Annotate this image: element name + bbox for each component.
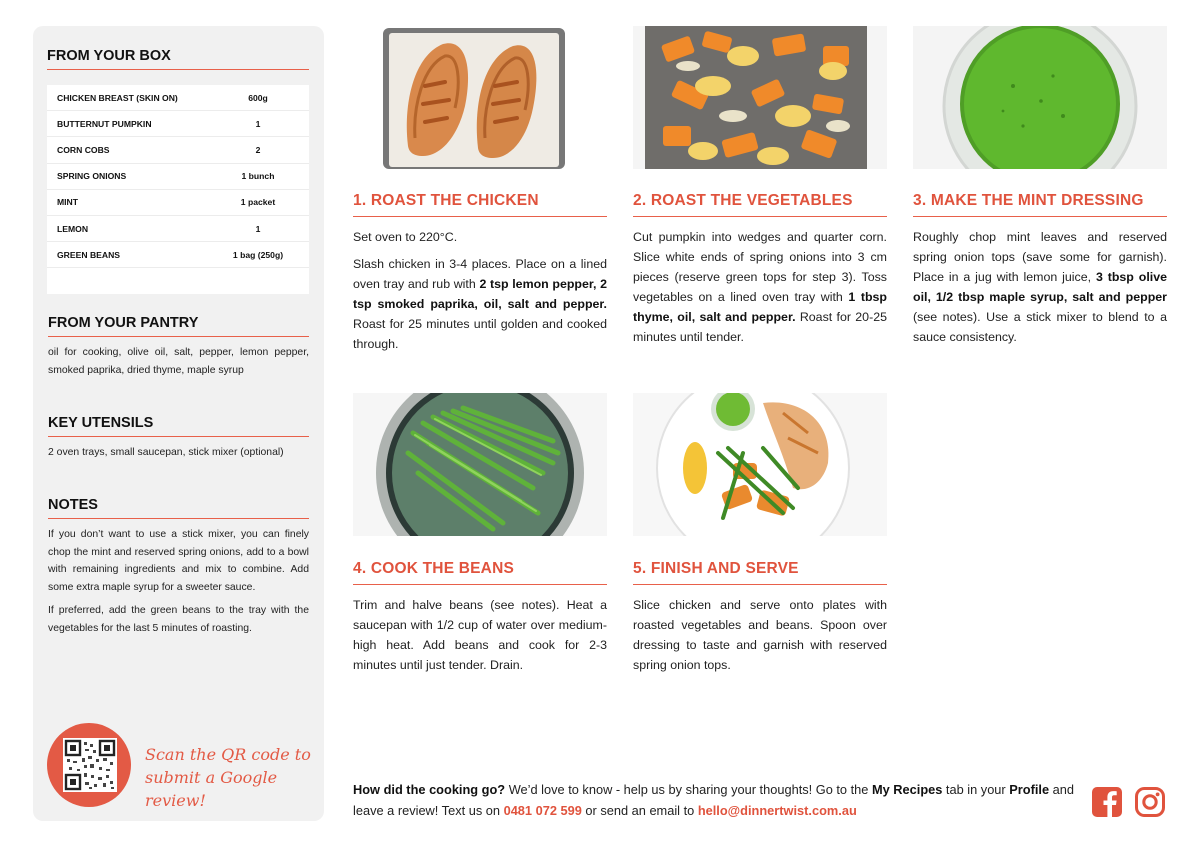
email-link[interactable]: hello@dinnertwist.com.au	[697, 803, 857, 818]
step-title: 3. MAKE THE MINT DRESSING	[913, 192, 1167, 217]
footer-text: or send an email to	[581, 803, 698, 818]
facebook-icon[interactable]	[1091, 786, 1123, 818]
step-text: Slash chicken in 3-4 places. Place on a lined oven tray and rub with	[353, 257, 607, 291]
step-finish-serve	[633, 560, 887, 675]
step-body	[913, 227, 1167, 347]
step-body	[353, 595, 607, 675]
step-paragraph	[633, 227, 887, 347]
qr-code-icon[interactable]	[63, 738, 117, 792]
step-body	[633, 227, 887, 347]
step-text: Roughly chop mint leaves and reserved spring onion tops (save some for garnish). Place in a jug with lemon juice,	[913, 230, 1167, 284]
ingredient-qty: 600g	[248, 92, 268, 103]
profile-link[interactable]: Profile	[1009, 782, 1050, 797]
step-text: Roast for 20-25 minutes until tender.	[633, 310, 887, 344]
step-body	[633, 595, 887, 675]
step-body	[353, 227, 607, 354]
ingredient-qty: 1	[255, 118, 261, 129]
step-roast-vegetables	[633, 192, 887, 347]
ingredient-name: CHICKEN BREAST (SKIN ON)	[57, 92, 178, 103]
step-title: 2. ROAST THE VEGETABLES	[633, 192, 887, 217]
ingredient-row	[47, 190, 309, 216]
step-text: (see notes). Use a stick mixer to blend to a sauce consistency.	[913, 310, 1167, 344]
ingredient-row	[47, 85, 309, 111]
step-roast-chicken	[353, 192, 607, 354]
pantry-text: oil for cooking, olive oil, salt, pepper, lemon pepper, smoked paprika, dried thyme, maple syrup	[48, 347, 309, 376]
roast-chicken-photo	[353, 26, 607, 169]
footer-text: tab in your	[942, 782, 1010, 797]
step-text: Cut pumpkin into wedges and quarter corn. Slice white ends of spring onions into 3 cm pieces (reserve green tops for step 3). Toss vegetables on a lined oven tray with	[633, 230, 887, 304]
step-paragraph	[913, 227, 1167, 347]
pantry-heading: FROM YOUR PANTRY	[48, 315, 309, 337]
notes-paragraph: If you don’t want to use a stick mixer, you can finely chop the mint and reserved spring onions, add to a bowl with remaining ingredients and mix to combine. Add some extra maple syrup for a sweeter sauce.	[48, 529, 309, 593]
notes-paragraph: If preferred, add the green beans to the tray with the vegetables for the last 5 minutes of roasting.	[48, 605, 309, 634]
review-footer	[353, 779, 1078, 821]
ingredient-name: SPRING ONIONS	[57, 171, 127, 182]
ingredient-qty: 1	[255, 223, 261, 234]
step-title: 5. FINISH AND SERVE	[633, 560, 887, 585]
utensils-text: 2 oven trays, small saucepan, stick mixer (optional)	[48, 447, 284, 458]
ingredient-name: MINT	[57, 197, 79, 208]
step-bold-text: 1 tbsp thyme, oil, salt and pepper.	[633, 290, 887, 324]
step-paragraph	[353, 254, 607, 354]
ingredients-table	[47, 85, 309, 294]
ingredient-qty: 2	[255, 144, 261, 155]
roast-vegetables-photo	[633, 26, 887, 169]
step-paragraph: Slice chicken and serve onto plates with roasted vegetables and beans. Spoon over dressing to taste and garnish with reserved spring onion tops.	[633, 598, 887, 672]
ingredient-qty: 1 bag (250g)	[232, 249, 284, 260]
step-mint-dressing	[913, 192, 1167, 347]
step-text: Roast for 25 minutes until golden and cooked through.	[353, 317, 607, 351]
finish-serve-photo	[633, 393, 887, 536]
footer-text: We’d love to know - help us by sharing your thoughts! Go to the	[505, 782, 872, 797]
qr-badge	[47, 723, 131, 807]
pantry-section	[48, 315, 309, 379]
phone-link[interactable]: 0481 072 599	[503, 803, 582, 818]
step-cook-beans	[353, 560, 607, 675]
ingredients-sidebar	[33, 26, 324, 821]
qr-caption	[145, 743, 315, 812]
notes-text	[48, 526, 309, 637]
ingredient-row	[47, 137, 309, 163]
footer-question: How did the cooking go?	[353, 782, 506, 797]
step-paragraph: Trim and halve beans (see notes). Heat a saucepan with 1/2 cup of water over medium-high heat. Add beans and cook for 2-3 minutes until just tender. Drain.	[353, 598, 607, 672]
ingredient-row	[47, 216, 309, 242]
utensils-heading: KEY UTENSILS	[48, 415, 309, 437]
ingredient-qty: 1 packet	[240, 197, 276, 208]
my-recipes-link[interactable]: My Recipes	[871, 782, 943, 797]
step-bold-text: 3 tbsp olive oil, 1/2 tbsp maple syrup, salt and pepper	[913, 270, 1167, 304]
step-bold-text: 2 tsp lemon pepper, 2 tsp smoked paprika, oil, salt and pepper.	[353, 277, 607, 311]
ingredient-qty: 1 bunch	[241, 171, 275, 182]
ingredient-row	[47, 164, 309, 190]
ingredient-row	[47, 242, 309, 268]
footer-text: and leave a review! Text us on	[353, 782, 1074, 818]
notes-section	[48, 497, 309, 637]
instagram-icon[interactable]	[1134, 786, 1166, 818]
ingredient-row	[47, 111, 309, 137]
qr-caption-line: submit a Google review!	[145, 768, 278, 810]
ingredient-name: BUTTERNUT PUMPKIN	[57, 118, 152, 129]
from-your-box-heading: FROM YOUR BOX	[47, 48, 309, 70]
mint-dressing-photo	[913, 26, 1167, 169]
ingredient-name: LEMON	[57, 223, 89, 234]
step-title: 4. COOK THE BEANS	[353, 560, 607, 585]
notes-heading: NOTES	[48, 497, 309, 519]
step-paragraph: Set oven to 220°C.	[353, 230, 458, 244]
ingredient-name: GREEN BEANS	[57, 249, 121, 260]
step-title: 1. ROAST THE CHICKEN	[353, 192, 607, 217]
ingredient-name: CORN COBS	[57, 144, 110, 155]
qr-caption-line: Scan the QR code to	[145, 745, 311, 764]
utensils-section	[48, 415, 309, 462]
cook-beans-photo	[353, 393, 607, 536]
